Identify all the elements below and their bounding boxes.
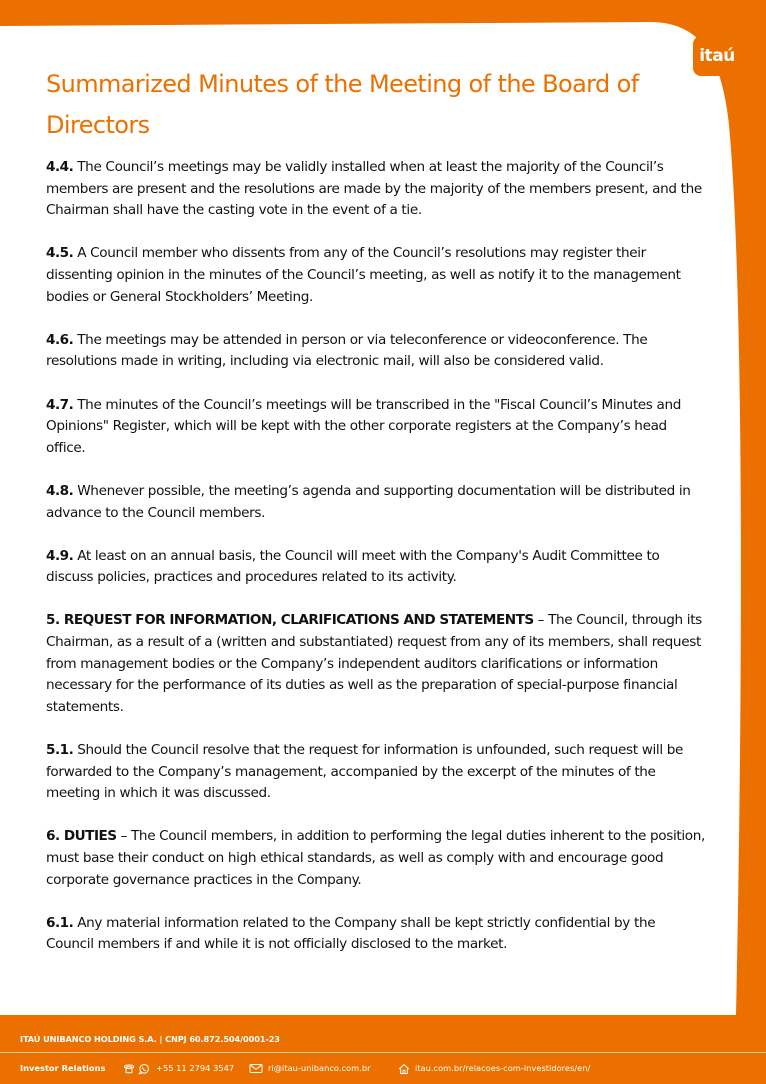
clause-label: 4.7. bbox=[46, 396, 74, 413]
whatsapp-icon bbox=[138, 1063, 150, 1075]
clause-text: The Council’s meetings may be validly installed when at least the majority of the Council’s members are present and the resolutions are made by the majority of the members present, and the Chairman shall have the casting vote in the event of a tie. bbox=[46, 159, 702, 219]
clause-text: Whenever possible, the meeting’s agenda and supporting documentation will be distributed in advance to the Council members. bbox=[46, 482, 691, 521]
itau-logo: itaú bbox=[693, 36, 741, 76]
clause-text: A Council member who dissents from any of the Council’s resolutions may register their dissenting opinion in the minutes of the Council’s meeting, as well as notify it to the management bodies or General Stockholders’ Meeting. bbox=[46, 245, 681, 305]
clause-paragraph bbox=[46, 157, 706, 222]
footer-divider bbox=[0, 1052, 766, 1053]
clause-text: – The Council members, in addition to performing the legal duties inherent to the position, must base their conduct on high ethical standards, as well as comply with and encourage good corporate governance practices in the Company. bbox=[46, 828, 706, 888]
footer-contacts bbox=[20, 1060, 750, 1076]
page-title: Summarized Minutes of the Meeting of the Board of Directors bbox=[46, 70, 639, 139]
clause-label: 6.1. bbox=[46, 914, 74, 931]
clause-text: – The Council, through its Chairman, as a result of a (written and substantiated) request from any of its members, shall request from management bodies or the Company’s independent auditors clarifications or information necessary for the performance of its duties as well as the preparation of special-purpose financial statements. bbox=[46, 612, 702, 715]
footer-phone: +55 11 2794 3547 bbox=[156, 1063, 235, 1073]
clause-paragraph bbox=[46, 610, 706, 718]
clause-paragraph bbox=[46, 913, 706, 956]
clause-text: The minutes of the Council’s meetings will be transcribed in the "Fiscal Council’s Minutes and Opinions" Register, which will be kept with the other corporate registers at the Company’s head office. bbox=[46, 396, 682, 456]
clause-label: 4.6. bbox=[46, 331, 74, 348]
clause-text: At least on an annual basis, the Council will meet with the Company's Audit Committee to discuss policies, practices and procedures related to its activity. bbox=[46, 547, 660, 586]
clause-paragraph bbox=[46, 481, 706, 524]
mail-icon-wrap bbox=[249, 1060, 263, 1076]
clause-paragraph bbox=[46, 826, 706, 891]
document-body bbox=[46, 157, 706, 978]
phone-icons bbox=[123, 1060, 150, 1076]
clause-label: 5. REQUEST FOR INFORMATION, CLARIFICATIONS AND STATEMENTS bbox=[46, 612, 534, 629]
clause-label: 4.5. bbox=[46, 245, 74, 262]
clause-text: Any material information related to the Company shall be kept strictly confidential by the Council members if and while it is not officially disclosed to the market. bbox=[46, 914, 656, 953]
clause-paragraph bbox=[46, 330, 706, 373]
mail-icon bbox=[249, 1063, 263, 1074]
clause-paragraph bbox=[46, 395, 706, 460]
clause-paragraph bbox=[46, 740, 706, 805]
clause-text: The meetings may be attended in person or via teleconference or videoconference. The resolutions made in writing, including via electronic mail, will also be considered valid. bbox=[46, 331, 648, 370]
home-icon-wrap bbox=[398, 1060, 410, 1076]
clause-label: 5.1. bbox=[46, 742, 74, 759]
clause-label: 6. DUTIES bbox=[46, 828, 117, 845]
clause-label: 4.4. bbox=[46, 159, 74, 175]
footer-url: itau.com.br/relacoes-com-investidores/en/ bbox=[415, 1063, 591, 1073]
phone-icon bbox=[123, 1063, 135, 1074]
investor-relations-label: Investor Relations bbox=[20, 1063, 106, 1073]
footer-company: ITAÚ UNIBANCO HOLDING S.A. | CNPJ 60.872.504/0001-23 bbox=[20, 1034, 280, 1044]
home-icon bbox=[398, 1063, 410, 1075]
footer-email: ri@itau-unibanco.com.br bbox=[268, 1063, 371, 1073]
clause-label: 4.8. bbox=[46, 482, 74, 499]
clause-text: Should the Council resolve that the request for information is unfounded, such request will be forwarded to the Company’s management, accompanied by the excerpt of the minutes of the meeting in which it was discussed. bbox=[46, 742, 684, 802]
clause-paragraph bbox=[46, 546, 706, 589]
clause-paragraph bbox=[46, 243, 706, 308]
clause-label: 4.9. bbox=[46, 547, 74, 564]
